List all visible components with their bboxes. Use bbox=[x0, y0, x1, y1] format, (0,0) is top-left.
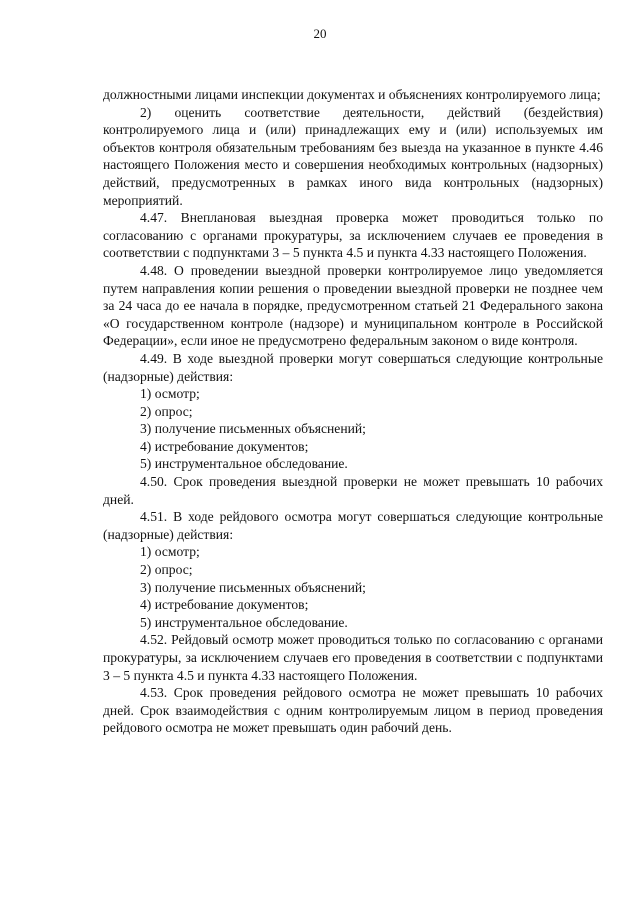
paragraph-4-53: 4.53. Срок проведения рейдового осмотра не может превышать 10 рабочих дней. Срок взаимодействия с одним контролируемым лицом в период проведения рейдового осмотра не может превышать один рабочий день. bbox=[103, 685, 603, 736]
paragraph-continuation: должностными лицами инспекции документах и объяснениях контролируемого лица; bbox=[103, 87, 601, 102]
paragraph-4-49: 4.49. В ходе выездной проверки могут совершаться следующие контрольные (надзорные) действия: bbox=[103, 350, 603, 384]
paragraph-item-2: 2) оценить соответствие деятельности, действий (бездействия) контролируемого лица и (или) принадлежащих ему и (или) используемых им объектов контроля обязательным требованиям без выезда на указанное в пункте 4.46 настоящего Положения место и совершения необходимых контрольных (надзорных) действий, предусмотренных в рамках иного вида контрольных (надзорных) мероприятий. bbox=[103, 104, 603, 208]
paragraph-4-51: 4.51. В ходе рейдового осмотра могут совершаться следующие контрольные (надзорные) действия: bbox=[103, 509, 603, 542]
list-item: 4) истребование документов; bbox=[140, 597, 309, 613]
page-number: 20 bbox=[313, 26, 327, 41]
list-item: 2) опрос; bbox=[140, 403, 193, 419]
list-item: 3) получение письменных объяснений; bbox=[140, 579, 366, 595]
document-body bbox=[103, 86, 603, 737]
list-item: 1) осмотр; bbox=[140, 544, 200, 560]
list-item: 1) осмотр; bbox=[140, 386, 200, 402]
list-item: 5) инструментальное обследование. bbox=[140, 456, 348, 472]
paragraph-4-47: 4.47. Внеплановая выездная проверка может проводиться только по согласованию с органами прокуратуры, за исключением случаев ее проведения в соответствии с подпунктами 3 – 5 пункта 4.5 и пункта 4.33 настоящего Положения. bbox=[103, 210, 603, 261]
paragraph-4-52: 4.52. Рейдовый осмотр может проводиться только по согласованию с органами прокуратуры, за исключением случаев его проведения в соответствии с подпунктами 3 – 5 пункта 4.5 и пункта 4.33 настоящего Положения. bbox=[103, 632, 603, 683]
list-item: 4) истребование документов; bbox=[140, 438, 309, 454]
paragraph-4-50: 4.50. Срок проведения выездной проверки не может превышать 10 рабочих дней. bbox=[103, 474, 603, 507]
list-item: 2) опрос; bbox=[140, 562, 193, 578]
paragraph-4-48: 4.48. О проведении выездной проверки контролируемое лицо уведомляется путем направления копии решения о проведении выездной проверки не позднее чем за 24 часа до ее начала в порядке, предусмотренном статьей 21 Федерального закона «О государственном контроле (надзоре) и муниципальном контроле в Российской Федерации», если иное не предусмотрено федеральным законом о виде контроля. bbox=[103, 262, 603, 349]
list-item: 5) инструментальное обследование. bbox=[140, 614, 348, 630]
list-item: 3) получение письменных объяснений; bbox=[140, 421, 366, 437]
